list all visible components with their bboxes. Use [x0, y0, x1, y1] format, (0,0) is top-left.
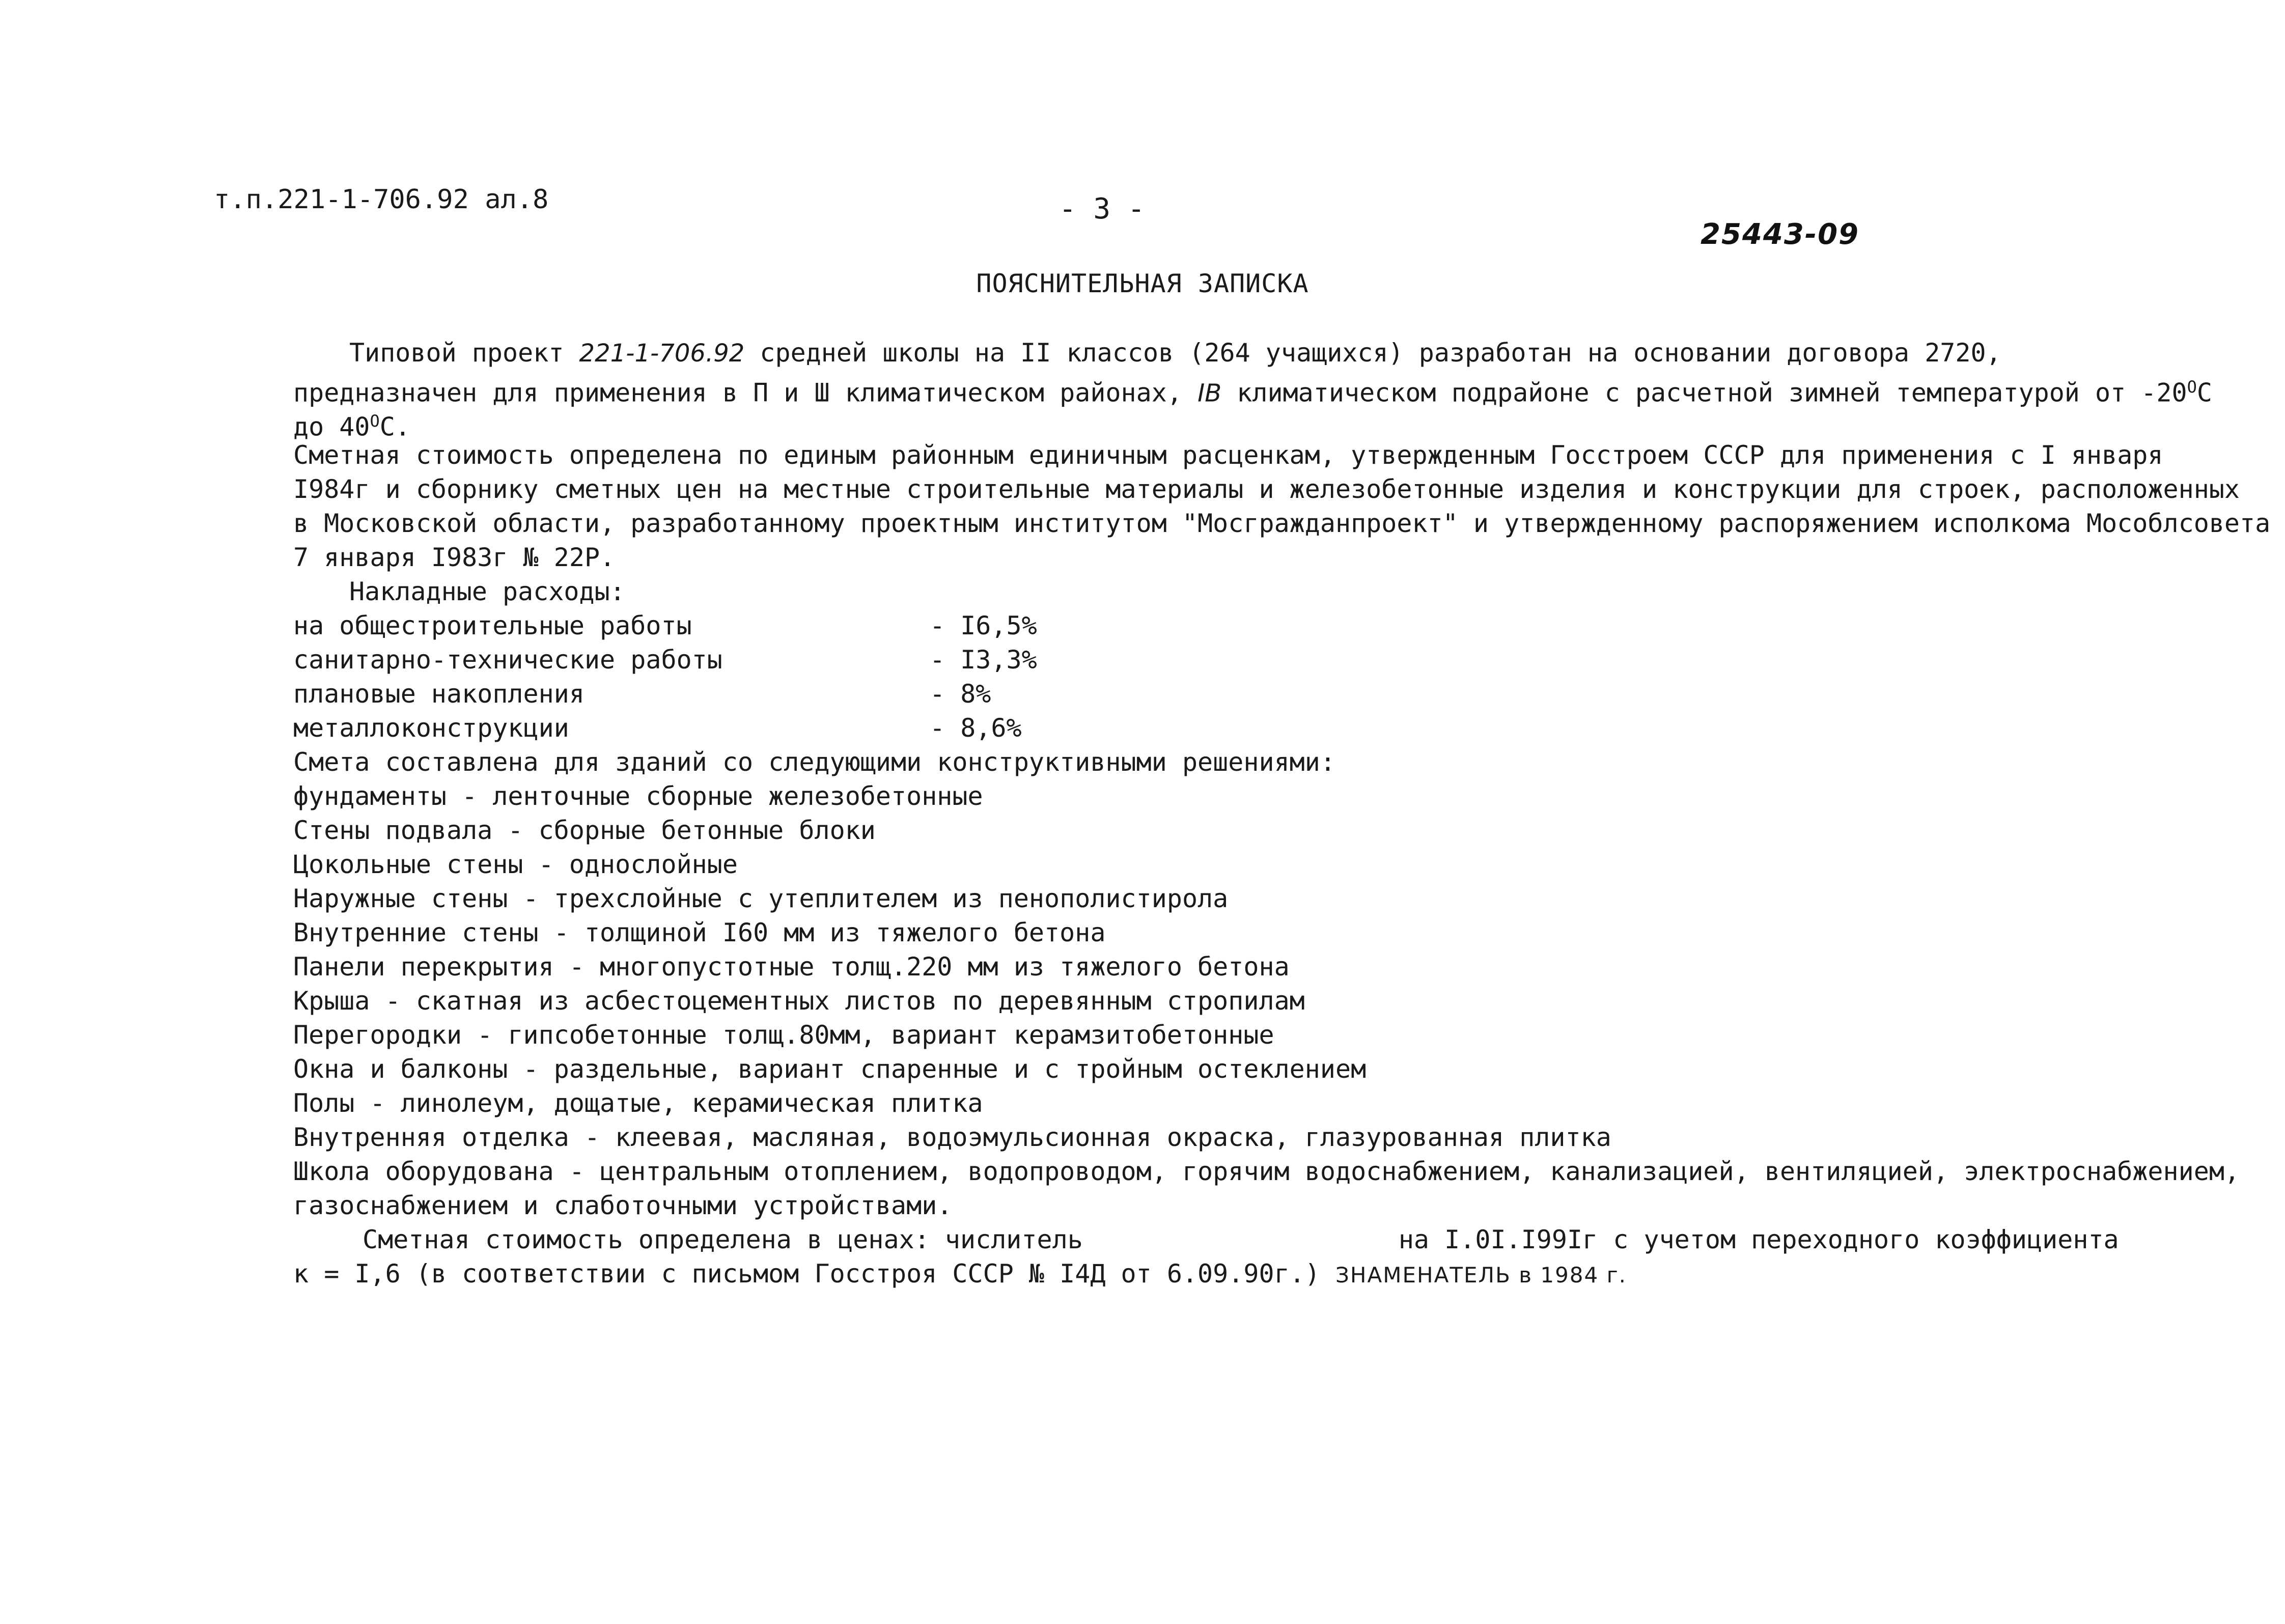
overhead-label: санитарно-технические работы — [293, 645, 722, 675]
prices-line-1: Сметная стоимость определена в ценах: числитель на I.0I.I99Iг с учетом переходного коэффициента — [363, 1225, 2119, 1254]
intro-line-1: Типовой проект 221-1-706.92 средней школы на II классов (264 учащихся) разработан на основании договора 2720, — [349, 338, 2001, 368]
estimate-line: в Московской области, разработанному проектным институтом "Мосгражданпроект" и утвержденному распоряжением исполкома Мособлсовета — [293, 509, 2271, 538]
overhead-value: - I3,3% — [930, 645, 1037, 675]
design-heading: Смета составлена для зданий со следующими конструктивными решениями: — [293, 747, 1335, 777]
design-item: Полы - линолеум, дощатые, керамическая плитка — [293, 1088, 983, 1118]
overhead-row — [293, 643, 2136, 677]
estimate-line: I984г и сборнику сметных цен на местные строительные материалы и железобетонные изделия и конструкции для строек, расположенных — [293, 474, 2240, 504]
intro-line-2: предназначен для применения в П и Ш климатическом районах, IВ климатическом подрайоне с расчетной зимней температурой от $-20^ОС$ — [293, 377, 2212, 408]
intro-line-3: до $40^ОС$. — [293, 411, 410, 442]
overhead-label: плановые накопления — [293, 679, 584, 709]
document-body — [293, 336, 2271, 1291]
design-item: Панели перекрытия - многопустотные толщ.220 мм из тяжелого бетона — [293, 952, 1290, 982]
design-item: Цокольные стены - однослойные — [293, 850, 738, 879]
estimate-line: 7 января I983г № 22Р. — [293, 543, 616, 572]
prices-line-2: к = I,6 (в соответствии с письмом Госстроя СССР № I4Д от 6.09.90г.) ЗНАМЕНАТЕЛЬ в 1984 г. — [293, 1259, 1627, 1289]
estimate-line: Сметная стоимость определена по единым районным единичным расценкам, утвержденным Госстроем СССР для применения с I января — [293, 440, 2163, 470]
design-item: Наружные стены - трехслойные с утеплителем из пенополистирола — [293, 884, 1229, 913]
handwritten-denominator-note: ЗНАМЕНАТЕЛЬ в 1984 г. — [1335, 1263, 1627, 1287]
design-item: Окна и балконы - раздельные, вариант спаренные и с тройным остеклением — [293, 1054, 1367, 1084]
handwritten-project-number: 221-1-706.92 — [579, 339, 745, 368]
design-item: фундаменты - ленточные сборные железобетонные — [293, 781, 983, 811]
overhead-row — [293, 711, 2136, 745]
overhead-heading: Накладные расходы: — [349, 577, 625, 606]
overhead-label: на общестроительные работы — [293, 611, 692, 640]
handwritten-stamp-number: 25443-09 — [1701, 218, 1859, 251]
overhead-label: металлоконструкции — [293, 713, 569, 743]
overhead-value: - I6,5% — [930, 611, 1037, 640]
overhead-value: - 8,6% — [930, 713, 1022, 743]
design-item: Перегородки - гипсобетонные толщ.80мм, вариант керамзитобетонные — [293, 1020, 1274, 1050]
page-number: - 3 - — [1059, 192, 1145, 226]
design-item: газоснабжением и слаботочными устройствами. — [293, 1191, 953, 1220]
overhead-value: - 8% — [930, 679, 991, 709]
design-item: Внутренняя отделка - клеевая, масляная, водоэмульсионная окраска, глазурованная плитка — [293, 1123, 1611, 1152]
design-item: Стены подвала - сборные бетонные блоки — [293, 816, 876, 845]
document-reference: т.п.221-1-706.92 ал.8 — [214, 184, 549, 215]
page-title: ПОЯСНИТЕЛЬНАЯ ЗАПИСКА — [976, 269, 1309, 298]
design-item: Школа оборудована - центральным отоплением, водопроводом, горячим водоснабжением, канализацией, вентиляцией, электроснабжением, — [293, 1157, 2240, 1186]
design-item: Крыша - скатная из асбестоцементных листов по деревянным стропилам — [293, 986, 1305, 1016]
handwritten-subregion: IВ — [1197, 379, 1222, 408]
overhead-row — [293, 677, 2136, 711]
overhead-row — [293, 609, 2136, 643]
design-item: Внутренние стены - толщиной I60 мм из тяжелого бетона — [293, 918, 1106, 947]
